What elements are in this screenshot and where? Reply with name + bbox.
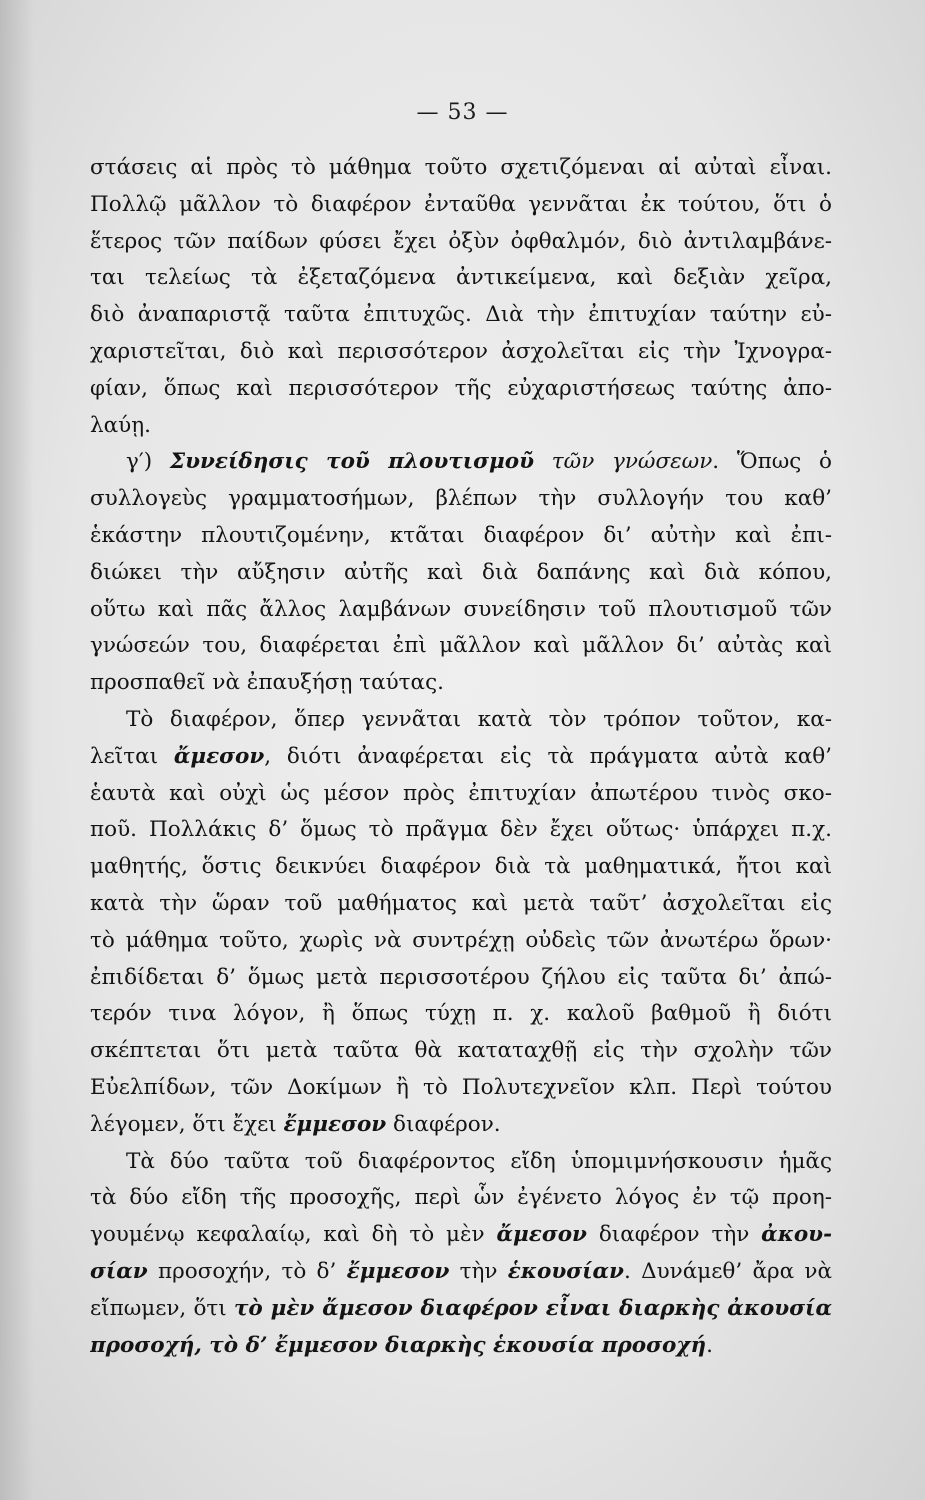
emphasized-text: ἄμεσον: [173, 743, 265, 769]
text-line: [90, 1328, 832, 1365]
text-line: [90, 481, 832, 518]
text-segment: τὸ μάθημα τοῦτο, χωρὶς νὰ συντρέχῃ οὐδεὶς τῶν ἀνωτέρω ὅρων·: [90, 927, 832, 953]
text-line: [90, 150, 832, 187]
emphasized-text: ἄμεσον: [496, 1222, 587, 1248]
text-segment: ἑαυτὰ καὶ οὐχὶ ὡς μέσον πρὸς ἐπιτυχίαν ἀπωτέρου τινὸς σκο-: [90, 780, 832, 806]
text-segment: Πολλῷ μᾶλλον τὸ διαφέρον ἐνταῦθα γεννᾶται ἐκ τούτου, ὅτι ὁ: [90, 191, 832, 217]
text-segment: . Ὅπως ὁ: [712, 449, 832, 475]
emphasized-text: ἀκου-: [761, 1222, 832, 1248]
emphasized-text: τὸ μὲν ἄμεσον διαφέρον εἶναι διαρκὴς ἀκουσία: [233, 1295, 832, 1321]
text-segment: .: [706, 1332, 713, 1358]
text-segment: λέγομεν, ὅτι ἔχει: [90, 1111, 284, 1137]
text-segment: σκέπτεται ὅτι μετὰ ταῦτα θὰ καταταχθῇ εἰς τὴν σχολὴν τῶν: [90, 1038, 832, 1064]
text-line: [90, 1180, 832, 1217]
text-line: [90, 187, 832, 224]
text-segment: διώκει τὴν αὔξησιν αὐτῆς καὶ διὰ δαπάνης καὶ διὰ κόπου,: [90, 559, 832, 585]
text-line: [90, 923, 832, 960]
text-segment: μαθητής, ὅστις δεικνύει διαφέρον διὰ τὰ μαθηματικά, ἤτοι καὶ: [90, 854, 832, 880]
text-segment: . Δυνάμεθ’ ἄρα νὰ: [623, 1258, 832, 1284]
text-segment: γ′): [126, 449, 170, 475]
text-segment: κατὰ τὴν ὥραν τοῦ μαθήματος καὶ μετὰ ταῦτ’ ἀσχολεῖται εἰς: [90, 890, 832, 916]
text-segment: προσπαθεῖ νὰ ἐπαυξήσῃ ταύτας.: [90, 670, 444, 696]
text-segment: ἑκάστην πλουτιζομένην, κτᾶται διαφέρον δι’ αὐτὴν καὶ ἐπι-: [90, 522, 832, 548]
text-segment: εἴπωμεν, ὅτι: [90, 1295, 234, 1321]
text-segment: λαύῃ.: [90, 412, 151, 438]
text-line: [90, 1070, 832, 1107]
emphasized-text: προσοχή, τὸ δ’ ἔμμεσον διαρκὴς ἑκουσία προσοχή: [90, 1332, 707, 1358]
text-segment: [534, 449, 552, 474]
text-line: [90, 702, 832, 739]
text-segment: γνώσεών του, διαφέρεται ἐπὶ μᾶλλον καὶ μᾶλλον δι’ αὐτὰς καὶ: [90, 633, 832, 659]
text-line: [90, 739, 832, 776]
text-line: [90, 1107, 832, 1144]
text-segment: ἕτερος τῶν παίδων φύσει ἔχει ὀξὺν ὀφθαλμόν, διὸ ἀντιλαμβάνε-: [90, 228, 832, 254]
text-line: [90, 1291, 832, 1328]
text-segment: ποῦ. Πολλάκις δ’ ὅμως τὸ πρᾶγμα δὲν ἔχει οὕτως· ὑπάρχει π.χ.: [90, 817, 832, 843]
emphasized-text: ἑκουσίαν: [507, 1258, 624, 1284]
text-segment: χαριστεῖται, διὸ καὶ περισσότερον ἀσχολεῖται εἰς τὴν Ἰχνογρα-: [90, 338, 832, 364]
text-segment: διὸ ἀναπαριστᾷ ταῦτα ἐπιτυχῶς. Διὰ τὴν ἐπιτυχίαν ταύτην εὐ-: [90, 302, 832, 328]
emphasized-text: τῶν γνώσεων: [551, 449, 713, 475]
text-line: [90, 371, 832, 408]
text-line: [90, 408, 832, 445]
emphasized-text: σίαν: [90, 1258, 148, 1284]
text-segment: στάσεις αἱ πρὸς τὸ μάθημα τοῦτο σχετιζόμεναι αἱ αὐταὶ εἶναι.: [90, 155, 832, 180]
text-segment: τερόν τινα λόγον, ἢ ὅπως τύχῃ π. χ. καλοῦ βαθμοῦ ἢ διότι: [90, 1001, 832, 1027]
text-line: [90, 812, 832, 849]
text-line: [90, 886, 832, 923]
text-segment: ἐπιδίδεται δ’ ὅμως μετὰ περισσοτέρου ζήλου εἰς ταῦτα δι’ ἀπώ-: [90, 964, 832, 990]
text-line: [90, 297, 832, 334]
text-segment: προσοχήν, τὸ δ’: [147, 1258, 347, 1284]
text-segment: φίαν, ὅπως καὶ περισσότερον τῆς εὐχαριστήσεως ταύτης ἀπο-: [90, 375, 832, 401]
text-line: [90, 776, 832, 813]
text-segment: τὴν: [449, 1258, 508, 1284]
text-segment: οὕτω καὶ πᾶς ἄλλος λαμβάνων συνείδησιν τοῦ πλουτισμοῦ τῶν: [90, 596, 832, 622]
text-line: [90, 665, 832, 702]
text-line: [90, 849, 832, 886]
text-segment: Εὐελπίδων, τῶν Δοκίμων ἢ τὸ Πολυτεχνεῖον κλπ. Περὶ τούτου: [90, 1074, 832, 1100]
text-line: [90, 628, 832, 665]
text-segment: ται τελείως τὰ ἐξεταζόμενα ἀντικείμενα, καὶ δεξιὰν χεῖρα,: [90, 265, 832, 291]
text-line: [90, 334, 832, 371]
text-segment: τὰ δύο εἴδη τῆς προσοχῆς, περὶ ὧν ἐγένετο λόγος ἐν τῷ προη-: [90, 1185, 832, 1211]
page-number: — 53 —: [416, 100, 509, 125]
text-segment: λεῖται: [90, 743, 174, 769]
text-line: [90, 1144, 832, 1181]
text-segment: Τὸ διαφέρον, ὅπερ γεννᾶται κατὰ τὸν τρόπον τοῦτον, κα-: [126, 706, 832, 732]
text-line: [90, 1217, 832, 1254]
text-line: [90, 224, 832, 261]
text-segment: διαφέρον τὴν: [586, 1222, 762, 1248]
text-line: [90, 260, 832, 297]
text-line: [90, 444, 832, 481]
emphasized-text: ἔμμεσον: [346, 1258, 450, 1284]
text-line: [90, 1254, 832, 1291]
text-segment: Τὰ δύο ταῦτα τοῦ διαφέροντος εἴδη ὑπομιμνήσκουσιν ἡμᾶς: [126, 1148, 832, 1174]
emphasized-text: Συνείδησις τοῦ πλουτισμοῦ: [169, 449, 535, 475]
text-line: [90, 996, 832, 1033]
text-line: [90, 1033, 832, 1070]
text-segment: διαφέρον.: [386, 1111, 501, 1137]
text-line: [90, 555, 832, 592]
text-segment: συλλογεὺς γραμματοσήμων, βλέπων τὴν συλλογήν του καθ’: [90, 486, 832, 512]
text-segment: γουμένῳ κεφαλαίῳ, καὶ δὴ τὸ μὲν: [90, 1222, 497, 1248]
emphasized-text: ἔμμεσον: [283, 1111, 387, 1137]
body-text: [90, 150, 832, 1364]
text-line: [90, 592, 832, 629]
text-line: [90, 960, 832, 997]
text-line: [90, 518, 832, 555]
text-segment: , διότι ἀναφέρεται εἰς τὰ πράγματα αὐτὰ καθ’: [264, 743, 832, 769]
